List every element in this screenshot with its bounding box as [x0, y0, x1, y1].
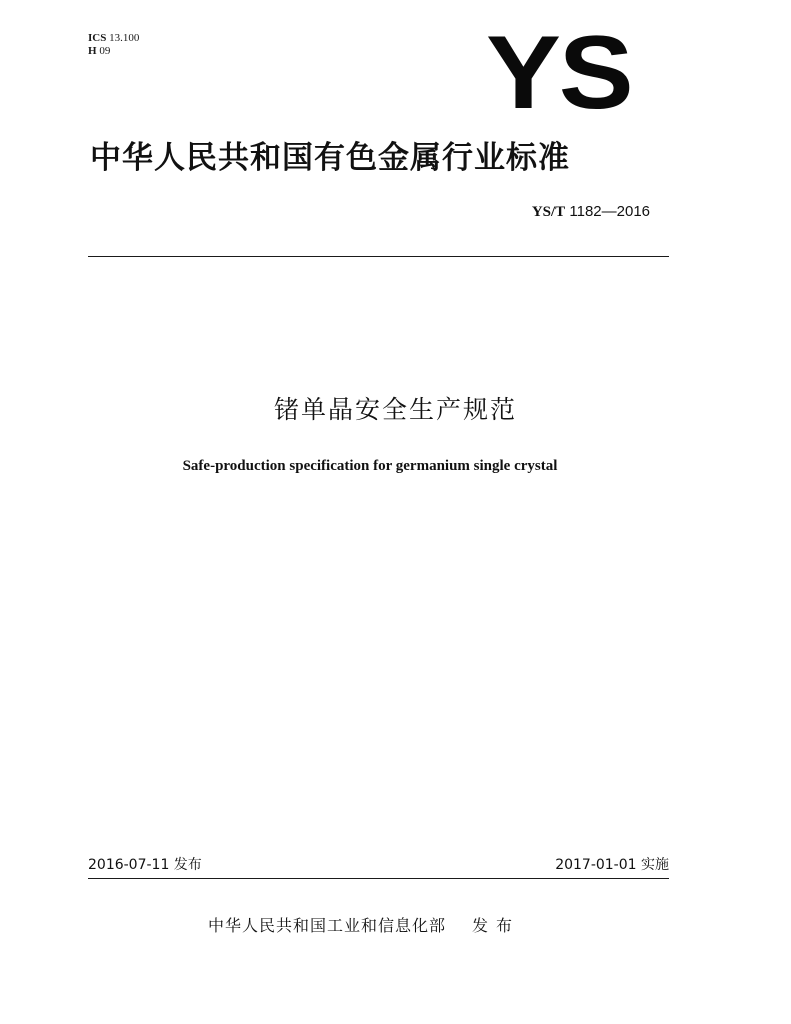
classification-codes: [88, 32, 139, 58]
document-title-chinese: 锗单晶安全生产规范: [273, 395, 517, 424]
top-divider: [88, 256, 669, 257]
ccs-code-row: [88, 45, 139, 58]
ccs-label: H: [88, 45, 97, 57]
ys-logo: YS: [486, 15, 632, 131]
standard-prefix: YS/T: [531, 204, 566, 220]
effective-date: 2017-01-01 实施: [555, 857, 669, 873]
standard-number: [532, 203, 650, 221]
bottom-divider: [88, 878, 669, 879]
ics-code-row: [88, 32, 139, 45]
publish-label: 发布: [472, 916, 521, 935]
publisher-name: 中华人民共和国工业和信息化部: [208, 916, 447, 935]
document-title-english: Safe-production specification for germanium single crystal: [182, 458, 558, 474]
ics-label: ICS: [88, 32, 107, 44]
ics-value: 13.100: [109, 32, 140, 44]
ccs-value: 09: [99, 45, 111, 57]
issuer-title: 中华人民共和国有色金属行业标准: [90, 140, 570, 176]
issue-date: 2016-07-11 发布: [88, 857, 202, 873]
standard-number-value: 1182—2016: [569, 203, 650, 220]
publisher-line: [208, 914, 520, 938]
